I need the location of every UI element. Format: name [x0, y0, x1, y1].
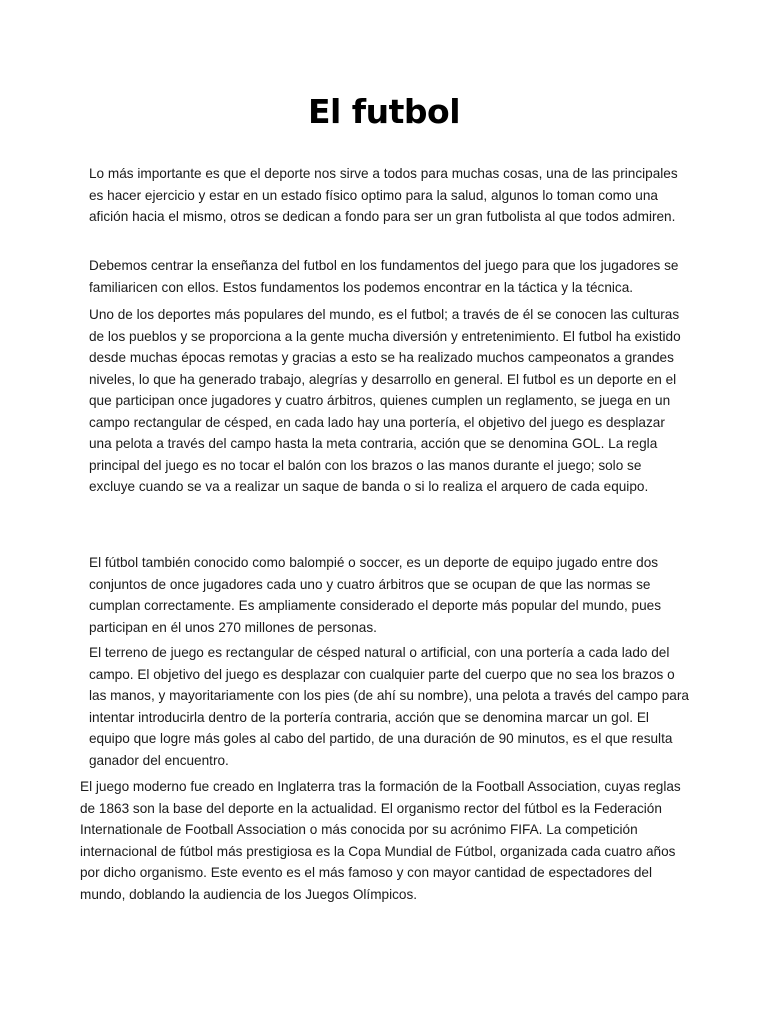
- paragraph-3: Uno de los deportes más populares del mundo, es el futbol; a través de él se conocen las culturas de los pueblos y se proporciona a la gente mucha diversión y entretenimiento. El futbol ha existido desde muchas épocas remotas y gracias a esto se ha realizado muchos campeonatos a grandes niveles, lo que ha generado trabajo, alegrías y desarrollo en general. El futbol es un deporte en el que participan once jugadores y cuatro árbitros, quienes cumplen un reglamento, se juega en un campo rectangular de césped, en cada lado hay una portería, el objetivo del juego es desplazar una pelota a través del campo hasta la meta contraria, acción que se denomina GOL. La regla principal del juego es no tocar el balón con los brazos o las manos durante el juego; solo se excluye cuando se va a realizar un saque de banda o si lo realiza el arquero de cada equipo.: [89, 307, 681, 494]
- paragraph-5: El terreno de juego es rectangular de césped natural o artificial, con una portería a cada lado del campo. El objetivo del juego es desplazar con cualquier parte del cuerpo que no sea los brazos o las manos, y mayoritariamente con los pies (de ahí su nombre), una pelota a través del campo para intentar introducirla dentro de la portería contraria, acción que se denomina marcar un gol. El equipo que logre más goles al cabo del partido, de una duración de 90 minutos, es el que resulta ganador del encuentro.: [89, 645, 689, 768]
- paragraph-1: Lo más importante es que el deporte nos sirve a todos para muchas cosas, una de las principales es hacer ejercicio y estar en un estado físico optimo para la salud, algunos lo toman como una afición hacia el mismo, otros se dedican a fondo para ser un gran futbolista al que todos admiren.: [89, 166, 678, 224]
- document-title: El futbol: [307, 92, 461, 131]
- paragraph-2: Debemos centrar la enseñanza del futbol en los fundamentos del juego para que los jugadores se familiaricen con ellos. Estos fundamentos los podemos encontrar en la táctica y la técnica.: [89, 258, 679, 295]
- paragraph-4: El fútbol también conocido como balompié o soccer, es un deporte de equipo jugado entre dos conjuntos de once jugadores cada uno y cuatro árbitros que se ocupan de que las normas se cumplan correctamente. Es ampliamente considerado el deporte más popular del mundo, pues participan en él unos 270 millones de personas.: [89, 555, 662, 635]
- paragraph-6: El juego moderno fue creado en Inglaterra tras la formación de la Football Association, cuyas reglas de 1863 son la base del deporte en la actualidad. El organismo rector del fútbol es la Federación Internationale de Football Association o más conocida por su acrónimo FIFA. La competición internacional de fútbol más prestigiosa es la Copa Mundial de Fútbol, organizada cada cuatro años por dicho organismo. Este evento es el más famoso y con mayor cantidad de espectadores del mundo, doblando la audiencia de los Juegos Olímpicos.: [80, 779, 681, 902]
